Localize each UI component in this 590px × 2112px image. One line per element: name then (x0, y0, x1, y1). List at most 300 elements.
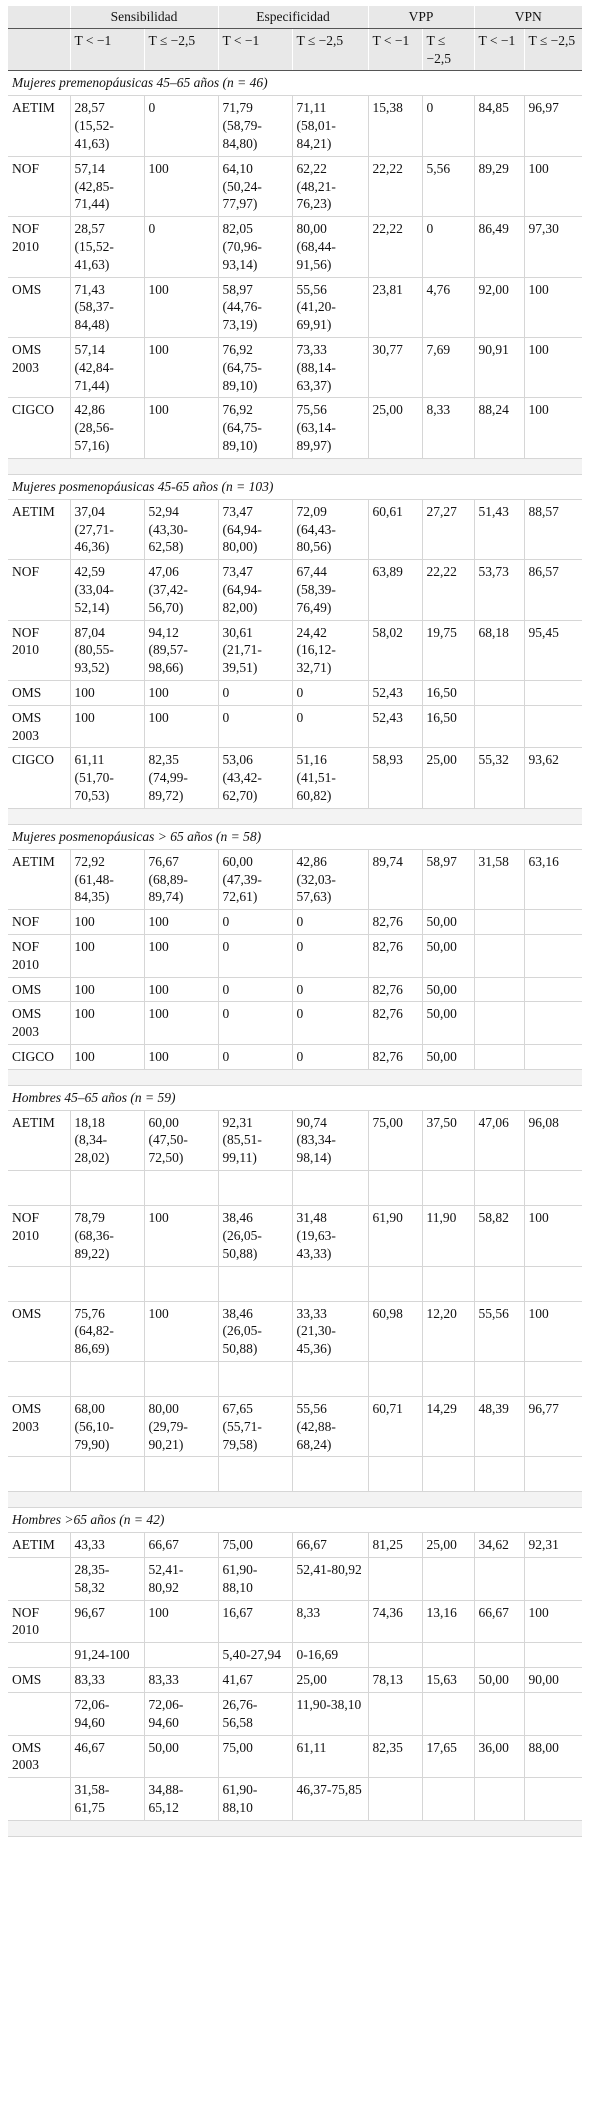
value-cell (524, 1171, 582, 1206)
value-cell: 82,76 (368, 977, 422, 1002)
subheader-cell: T ≤ −2,5 (292, 28, 368, 71)
value-cell: 71,79 (58,79-84,80) (218, 96, 292, 156)
value-cell: 60,71 (368, 1396, 422, 1456)
value-cell: 0 (292, 705, 368, 748)
value-cell: 50,00 (422, 910, 474, 935)
value-cell (292, 1457, 368, 1492)
value-cell: 100 (524, 338, 582, 398)
subheader-cell: T < −1 (474, 28, 524, 71)
value-cell: 57,14 (42,85-71,44) (70, 156, 144, 216)
value-cell: 67,44 (58,39-76,49) (292, 560, 368, 620)
criterion-cell: CIGCO (8, 748, 70, 808)
value-cell: 80,00 (68,44-91,56) (292, 217, 368, 277)
value-cell: 88,00 (524, 1735, 582, 1778)
criterion-cell (8, 1692, 70, 1735)
value-cell: 0 (292, 977, 368, 1002)
value-cell: 5,40-27,94 (218, 1643, 292, 1668)
value-cell: 92,00 (474, 277, 524, 337)
value-cell (474, 1171, 524, 1206)
value-cell: 47,06 (37,42-56,70) (144, 560, 218, 620)
value-cell: 37,04 (27,71-46,36) (70, 499, 144, 559)
value-cell: 72,06-94,60 (144, 1692, 218, 1735)
value-cell (524, 1778, 582, 1821)
value-cell: 0 (292, 1045, 368, 1070)
value-cell: 50,00 (422, 1002, 474, 1045)
value-cell (218, 1266, 292, 1301)
section-header-row (8, 474, 582, 499)
value-cell: 25,00 (422, 748, 474, 808)
value-cell: 0 (292, 681, 368, 706)
value-cell: 37,50 (422, 1110, 474, 1170)
section-header-row (8, 824, 582, 849)
value-cell (422, 1558, 474, 1601)
value-cell: 58,82 (474, 1206, 524, 1266)
value-cell: 82,35 (368, 1735, 422, 1778)
value-cell: 68,18 (474, 620, 524, 680)
value-cell: 8,33 (422, 398, 474, 458)
header-threshold-row (8, 28, 582, 71)
value-cell: 61,90-88,10 (218, 1778, 292, 1821)
value-cell: 27,27 (422, 499, 474, 559)
value-cell: 72,06-94,60 (70, 1692, 144, 1735)
value-cell: 76,67 (68,89-89,74) (144, 849, 218, 909)
table-row (8, 1533, 582, 1558)
criterion-cell: CIGCO (8, 398, 70, 458)
value-cell: 66,67 (474, 1600, 524, 1643)
value-cell: 74,36 (368, 1600, 422, 1643)
value-cell: 43,33 (70, 1533, 144, 1558)
value-cell: 82,76 (368, 934, 422, 977)
value-cell: 63,16 (524, 849, 582, 909)
value-cell: 63,89 (368, 560, 422, 620)
criterion-cell: OMS (8, 977, 70, 1002)
value-cell: 58,97 (422, 849, 474, 909)
table-row (8, 1668, 582, 1693)
spacer-cell (8, 1820, 582, 1836)
value-cell: 0 (292, 910, 368, 935)
value-cell: 73,47 (64,94-82,00) (218, 560, 292, 620)
value-cell: 97,30 (524, 217, 582, 277)
value-cell: 100 (144, 1301, 218, 1361)
spacer-cell (8, 458, 582, 474)
value-cell: 94,12 (89,57-98,66) (144, 620, 218, 680)
section-spacer (8, 458, 582, 474)
value-cell: 68,00 (56,10-79,90) (70, 1396, 144, 1456)
value-cell (474, 934, 524, 977)
criterion-cell: AETIM (8, 1110, 70, 1170)
value-cell: 61,90-88,10 (218, 1558, 292, 1601)
section-header-row (8, 1508, 582, 1533)
value-cell: 100 (524, 1206, 582, 1266)
value-cell: 25,00 (292, 1668, 368, 1693)
value-cell: 100 (70, 910, 144, 935)
criterion-cell: OMS (8, 1301, 70, 1361)
value-cell: 26,76-56,58 (218, 1692, 292, 1735)
value-cell (474, 705, 524, 748)
value-cell (524, 1361, 582, 1396)
value-cell: 84,85 (474, 96, 524, 156)
table-row (8, 277, 582, 337)
value-cell: 88,57 (524, 499, 582, 559)
value-cell: 0 (292, 1002, 368, 1045)
criterion-cell: AETIM (8, 849, 70, 909)
value-cell: 57,14 (42,84-71,44) (70, 338, 144, 398)
criterion-cell: NOF 2010 (8, 934, 70, 977)
criterion-cell (8, 1266, 70, 1301)
value-cell: 62,22 (48,21-76,23) (292, 156, 368, 216)
value-cell: 72,09 (64,43-80,56) (292, 499, 368, 559)
value-cell: 15,63 (422, 1668, 474, 1693)
value-cell: 76,92 (64,75-89,10) (218, 398, 292, 458)
spacer-cell (8, 808, 582, 824)
criterion-cell: AETIM (8, 1533, 70, 1558)
value-cell: 75,00 (218, 1735, 292, 1778)
criterion-cell: OMS (8, 681, 70, 706)
table-row (8, 705, 582, 748)
table-row (8, 1002, 582, 1045)
value-cell: 61,11 (292, 1735, 368, 1778)
criterion-cell: NOF (8, 156, 70, 216)
value-cell: 14,29 (422, 1396, 474, 1456)
header-corner-2 (8, 28, 70, 71)
criterion-cell: NOF 2010 (8, 620, 70, 680)
value-cell: 16,50 (422, 705, 474, 748)
value-cell: 51,43 (474, 499, 524, 559)
header-group-row (8, 6, 582, 28)
criterion-cell: CIGCO (8, 1045, 70, 1070)
table-row (8, 1643, 582, 1668)
value-cell: 22,22 (368, 156, 422, 216)
value-cell: 72,92 (61,48-84,35) (70, 849, 144, 909)
header-especificidad: Especificidad (218, 6, 368, 28)
value-cell: 90,00 (524, 1668, 582, 1693)
table-row (8, 1600, 582, 1643)
value-cell: 19,75 (422, 620, 474, 680)
value-cell: 53,73 (474, 560, 524, 620)
value-cell: 96,77 (524, 1396, 582, 1456)
value-cell: 30,77 (368, 338, 422, 398)
value-cell: 96,08 (524, 1110, 582, 1170)
value-cell (474, 977, 524, 1002)
value-cell (524, 681, 582, 706)
value-cell: 52,41-80,92 (292, 1558, 368, 1601)
value-cell: 33,33 (21,30-45,36) (292, 1301, 368, 1361)
value-cell: 7,69 (422, 338, 474, 398)
value-cell: 22,22 (368, 217, 422, 277)
value-cell: 95,45 (524, 620, 582, 680)
value-cell: 11,90-38,10 (292, 1692, 368, 1735)
criterion-cell (8, 1171, 70, 1206)
value-cell (70, 1457, 144, 1492)
value-cell: 82,76 (368, 1045, 422, 1070)
value-cell (474, 1361, 524, 1396)
value-cell: 25,00 (422, 1533, 474, 1558)
value-cell: 0 (218, 681, 292, 706)
value-cell (292, 1171, 368, 1206)
value-cell: 31,58 (474, 849, 524, 909)
value-cell (368, 1778, 422, 1821)
value-cell: 41,67 (218, 1668, 292, 1693)
value-cell: 38,46 (26,05-50,88) (218, 1301, 292, 1361)
value-cell: 42,86 (28,56-57,16) (70, 398, 144, 458)
table-row (8, 1396, 582, 1456)
value-cell: 42,86 (32,03-57,63) (292, 849, 368, 909)
value-cell (422, 1171, 474, 1206)
value-cell: 64,10 (50,24-77,97) (218, 156, 292, 216)
value-cell: 50,00 (422, 977, 474, 1002)
criterion-cell: OMS 2003 (8, 1396, 70, 1456)
value-cell (524, 1558, 582, 1601)
value-cell: 36,00 (474, 1735, 524, 1778)
value-cell: 100 (144, 910, 218, 935)
value-cell (524, 1643, 582, 1668)
value-cell (368, 1558, 422, 1601)
value-cell: 46,37-75,85 (292, 1778, 368, 1821)
value-cell: 55,56 (474, 1301, 524, 1361)
value-cell: 60,00 (47,39-72,61) (218, 849, 292, 909)
criterion-cell (8, 1558, 70, 1601)
value-cell: 48,39 (474, 1396, 524, 1456)
value-cell (422, 1643, 474, 1668)
value-cell: 92,31 (85,51-99,11) (218, 1110, 292, 1170)
value-cell: 100 (70, 681, 144, 706)
table-row (8, 1558, 582, 1601)
value-cell: 66,67 (144, 1533, 218, 1558)
value-cell (524, 934, 582, 977)
table-row (8, 849, 582, 909)
value-cell (144, 1171, 218, 1206)
value-cell: 0 (422, 217, 474, 277)
value-cell (144, 1643, 218, 1668)
table-row (8, 560, 582, 620)
value-cell: 88,24 (474, 398, 524, 458)
table-row (8, 338, 582, 398)
value-cell: 31,48 (19,63-43,33) (292, 1206, 368, 1266)
spacer-cell (8, 1492, 582, 1508)
section-title: Hombres >65 años (n = 42) (8, 1508, 582, 1533)
table-row (8, 620, 582, 680)
table-row-empty (8, 1266, 582, 1301)
value-cell: 75,56 (63,14-89,97) (292, 398, 368, 458)
value-cell: 28,57 (15,52-41,63) (70, 217, 144, 277)
value-cell: 55,56 (42,88-68,24) (292, 1396, 368, 1456)
value-cell: 22,22 (422, 560, 474, 620)
section-title: Mujeres posmenopáusicas 45-65 años (n = 103) (8, 474, 582, 499)
value-cell: 51,16 (41,51-60,82) (292, 748, 368, 808)
value-cell: 60,98 (368, 1301, 422, 1361)
value-cell: 100 (144, 934, 218, 977)
table-row (8, 1301, 582, 1361)
section-spacer (8, 808, 582, 824)
subheader-cell: T ≤ −2,5 (422, 28, 474, 71)
value-cell: 58,97 (44,76-73,19) (218, 277, 292, 337)
value-cell: 75,00 (368, 1110, 422, 1170)
value-cell: 78,79 (68,36-89,22) (70, 1206, 144, 1266)
criterion-cell: AETIM (8, 96, 70, 156)
value-cell: 0 (218, 977, 292, 1002)
table-row (8, 1692, 582, 1735)
value-cell: 100 (144, 977, 218, 1002)
value-cell: 61,90 (368, 1206, 422, 1266)
value-cell (524, 1002, 582, 1045)
value-cell: 76,92 (64,75-89,10) (218, 338, 292, 398)
value-cell (422, 1361, 474, 1396)
value-cell: 100 (144, 681, 218, 706)
value-cell: 0 (144, 96, 218, 156)
value-cell: 100 (70, 1045, 144, 1070)
value-cell: 31,58-61,75 (70, 1778, 144, 1821)
section-spacer (8, 1069, 582, 1085)
value-cell: 8,33 (292, 1600, 368, 1643)
value-cell: 46,67 (70, 1735, 144, 1778)
value-cell: 100 (524, 398, 582, 458)
table-row (8, 1206, 582, 1266)
value-cell: 100 (144, 1206, 218, 1266)
value-cell (422, 1457, 474, 1492)
value-cell: 100 (70, 705, 144, 748)
value-cell (292, 1266, 368, 1301)
value-cell: 16,50 (422, 681, 474, 706)
section-title: Mujeres premenopáusicas 45–65 años (n = 46) (8, 71, 582, 96)
value-cell (422, 1266, 474, 1301)
section-title: Mujeres posmenopáusicas > 65 años (n = 58) (8, 824, 582, 849)
value-cell (474, 1778, 524, 1821)
table-row-empty (8, 1361, 582, 1396)
criterion-cell: NOF 2010 (8, 1206, 70, 1266)
value-cell: 91,24-100 (70, 1643, 144, 1668)
value-cell: 90,74 (83,34-98,14) (292, 1110, 368, 1170)
value-cell: 52,43 (368, 681, 422, 706)
value-cell (70, 1171, 144, 1206)
value-cell: 82,35 (74,99-89,72) (144, 748, 218, 808)
value-cell: 50,00 (144, 1735, 218, 1778)
table-row (8, 499, 582, 559)
value-cell (144, 1457, 218, 1492)
value-cell: 100 (70, 1002, 144, 1045)
value-cell: 73,47 (64,94-80,00) (218, 499, 292, 559)
criterion-cell (8, 1457, 70, 1492)
criterion-cell: NOF 2010 (8, 1600, 70, 1643)
section-header-row (8, 1085, 582, 1110)
value-cell: 25,00 (368, 398, 422, 458)
value-cell: 28,35-58,32 (70, 1558, 144, 1601)
value-cell (144, 1266, 218, 1301)
table-row (8, 1110, 582, 1170)
value-cell (368, 1643, 422, 1668)
table-body (8, 71, 582, 1836)
value-cell: 100 (144, 277, 218, 337)
header-vpp: VPP (368, 6, 474, 28)
criterion-cell: NOF 2010 (8, 217, 70, 277)
value-cell: 100 (144, 1600, 218, 1643)
value-cell: 100 (144, 338, 218, 398)
subheader-cell: T < −1 (70, 28, 144, 71)
table-row-empty (8, 1171, 582, 1206)
value-cell: 24,42 (16,12-32,71) (292, 620, 368, 680)
value-cell (524, 1692, 582, 1735)
table-row (8, 398, 582, 458)
value-cell: 80,00 (29,79-90,21) (144, 1396, 218, 1456)
criterion-cell: OMS (8, 277, 70, 337)
table-row (8, 681, 582, 706)
table-row (8, 96, 582, 156)
value-cell: 0 (292, 934, 368, 977)
value-cell (474, 681, 524, 706)
value-cell (368, 1266, 422, 1301)
value-cell: 52,41-80,92 (144, 1558, 218, 1601)
value-cell: 82,05 (70,96-93,14) (218, 217, 292, 277)
value-cell: 100 (524, 277, 582, 337)
value-cell (524, 1457, 582, 1492)
value-cell: 30,61 (21,71-39,51) (218, 620, 292, 680)
value-cell: 100 (144, 705, 218, 748)
value-cell (218, 1457, 292, 1492)
value-cell: 13,16 (422, 1600, 474, 1643)
table-row (8, 934, 582, 977)
value-cell: 58,02 (368, 620, 422, 680)
value-cell: 50,00 (474, 1668, 524, 1693)
table-row (8, 1045, 582, 1070)
header-corner (8, 6, 70, 28)
value-cell: 11,90 (422, 1206, 474, 1266)
criterion-cell (8, 1643, 70, 1668)
value-cell (524, 1045, 582, 1070)
value-cell: 0 (218, 910, 292, 935)
value-cell: 60,00 (47,50-72,50) (144, 1110, 218, 1170)
value-cell: 4,76 (422, 277, 474, 337)
value-cell: 82,76 (368, 1002, 422, 1045)
section-header-row (8, 71, 582, 96)
section-title: Hombres 45–65 años (n = 59) (8, 1085, 582, 1110)
value-cell: 100 (70, 977, 144, 1002)
value-cell: 100 (144, 156, 218, 216)
value-cell: 34,88-65,12 (144, 1778, 218, 1821)
value-cell: 67,65 (55,71-79,58) (218, 1396, 292, 1456)
value-cell: 12,20 (422, 1301, 474, 1361)
value-cell (218, 1361, 292, 1396)
value-cell: 83,33 (144, 1668, 218, 1693)
value-cell: 55,32 (474, 748, 524, 808)
value-cell: 0 (218, 1045, 292, 1070)
value-cell: 100 (144, 1002, 218, 1045)
value-cell: 89,29 (474, 156, 524, 216)
value-cell (368, 1361, 422, 1396)
table-row (8, 977, 582, 1002)
value-cell (422, 1692, 474, 1735)
value-cell (368, 1692, 422, 1735)
criterion-cell: OMS 2003 (8, 1735, 70, 1778)
value-cell (368, 1457, 422, 1492)
value-cell: 52,94 (43,30-62,58) (144, 499, 218, 559)
value-cell: 58,93 (368, 748, 422, 808)
value-cell (218, 1171, 292, 1206)
section-spacer (8, 1492, 582, 1508)
value-cell: 52,43 (368, 705, 422, 748)
value-cell: 75,76 (64,82-86,69) (70, 1301, 144, 1361)
value-cell: 100 (144, 398, 218, 458)
value-cell: 50,00 (422, 1045, 474, 1070)
value-cell: 16,67 (218, 1600, 292, 1643)
value-cell: 34,62 (474, 1533, 524, 1558)
table-row-empty (8, 1457, 582, 1492)
table-row (8, 217, 582, 277)
value-cell: 38,46 (26,05-50,88) (218, 1206, 292, 1266)
value-cell: 66,67 (292, 1533, 368, 1558)
value-cell: 0 (144, 217, 218, 277)
value-cell: 17,65 (422, 1735, 474, 1778)
value-cell: 100 (70, 934, 144, 977)
value-cell: 60,61 (368, 499, 422, 559)
